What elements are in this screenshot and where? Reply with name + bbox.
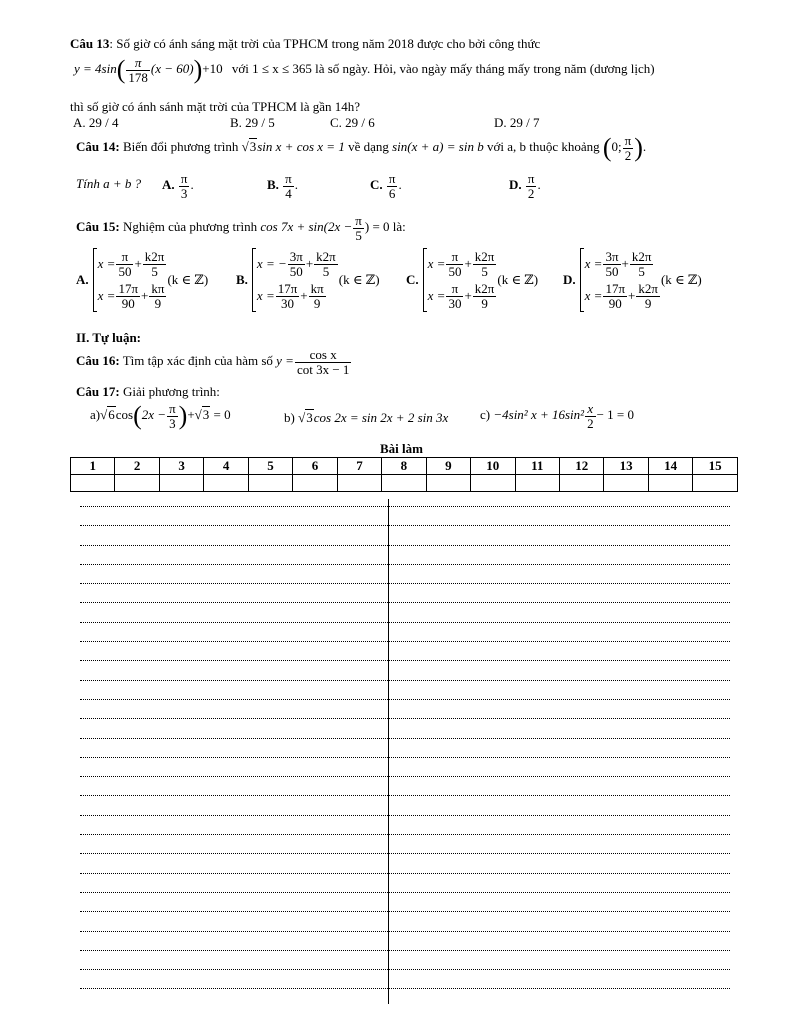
q13-formula-y: y = 4sin xyxy=(74,61,117,77)
answer-col-header: 3 xyxy=(159,458,203,475)
answer-cell[interactable] xyxy=(382,475,426,492)
answer-col-header: 15 xyxy=(693,458,738,475)
writing-line xyxy=(80,757,730,758)
writing-line xyxy=(80,602,730,603)
q14-opt-a: A. $\frac{\pi}{3}$ . xyxy=(162,171,194,201)
answer-heading: Bài làm xyxy=(380,441,423,456)
q13-formula: y = 4sin( $\frac{\pi}{178}$ (x − 60))+10 với 1 ≤ x ≤ 365 là số ngày. Hỏi, vào ngày mấy tháng mấy trong năm (dương lịch) xyxy=(74,55,655,85)
answer-col-header: 14 xyxy=(648,458,692,475)
answer-cell[interactable] xyxy=(204,475,248,492)
answer-col-header: 12 xyxy=(559,458,603,475)
q14-line1: Câu 14: Biến đổi phương trình √3sin x + cos x = 1 về dạng sin(x + a) = sin b với a, b thuộc khoảng (0; $\frac{\pi}{2}$ ). xyxy=(76,133,647,163)
writing-line xyxy=(80,795,730,796)
answer-cell[interactable] xyxy=(248,475,292,492)
q13-text1: : Số giờ có ánh sáng mặt trời của TPHCM trong năm 2018 được cho bởi công thức xyxy=(109,36,541,51)
q17-line1: Câu 17: Giải phương trình: xyxy=(76,384,220,399)
writing-line xyxy=(80,873,730,874)
writing-line xyxy=(80,815,730,816)
q13-frac: $\frac{\pi}{178}$ xyxy=(128,55,148,85)
q13-opt-b: B. 29 / 5 xyxy=(230,115,275,130)
writing-line xyxy=(80,506,730,507)
q15-line1: Câu 15: Nghiệm của phương trình cos 7x + sin(2x − $\frac{\pi}{5}$ ) = 0 là: xyxy=(76,213,406,243)
q14-label: Câu 14: xyxy=(76,139,120,155)
answer-col-header: 10 xyxy=(471,458,515,475)
writing-line xyxy=(80,564,730,565)
q15-opt-c: C. x = $\frac{\pi}{50}$ + $\frac{k2\pi}{5}$ x = $\frac{\pi}{30}$ + $\frac{k2\pi}{9}$ (k ∈ ℤ) xyxy=(406,248,539,311)
answer-col-header: 13 xyxy=(604,458,648,475)
q14-sqrt: √3 xyxy=(241,139,257,155)
answer-col-header: 8 xyxy=(382,458,426,475)
writing-line xyxy=(80,988,730,989)
writing-line xyxy=(80,911,730,912)
q17-label: Câu 17: xyxy=(76,384,120,399)
writing-line xyxy=(80,834,730,835)
q13-opt-d: D. 29 / 7 xyxy=(494,115,540,130)
q17-part-c: c) −4sin² x + 16sin² $\frac{x}{2}$ − 1 = 0 xyxy=(480,401,634,431)
q13-label: Câu 13 xyxy=(70,36,110,51)
answer-table-row xyxy=(71,475,738,492)
answer-cell[interactable] xyxy=(648,475,692,492)
answer-col-header: 9 xyxy=(426,458,470,475)
writing-line xyxy=(80,738,730,739)
answer-col-header: 11 xyxy=(515,458,559,475)
answer-col-header: 6 xyxy=(293,458,337,475)
q13-text3: thì số giờ có ánh sánh mặt trời của TPHCM là gần 14h? xyxy=(70,99,361,114)
q13-text2: với 1 ≤ x ≤ 365 là số ngày. Hỏi, vào ngày mấy tháng mấy trong năm (dương lịch) xyxy=(231,61,655,77)
writing-line xyxy=(80,950,730,951)
q16-label: Câu 16: xyxy=(76,353,120,369)
q16-line: Câu 16: Tìm tập xác định của hàm số y = $\frac{\text{cos x}}{\cot 3x - 1}$ xyxy=(76,347,350,377)
answer-cell[interactable] xyxy=(159,475,203,492)
answer-col-header: 2 xyxy=(115,458,159,475)
writing-line xyxy=(80,545,730,546)
q13-opt-a: A. 29 / 4 xyxy=(73,115,119,130)
answer-cell[interactable] xyxy=(471,475,515,492)
answer-cell[interactable] xyxy=(115,475,159,492)
writing-line xyxy=(80,892,730,893)
writing-line xyxy=(80,680,730,681)
q14-opt-d: D. $\frac{\pi}{2}$ . xyxy=(509,171,541,201)
q15-label: Câu 15: xyxy=(76,219,120,235)
q13-opt-c: C. 29 / 6 xyxy=(330,115,375,130)
answer-cell[interactable] xyxy=(604,475,648,492)
writing-line xyxy=(80,622,730,623)
section-essay-title: II. Tự luận: xyxy=(76,330,142,345)
answer-col-header: 7 xyxy=(337,458,381,475)
answer-cell[interactable] xyxy=(426,475,470,492)
answer-cell[interactable] xyxy=(693,475,738,492)
writing-line xyxy=(80,931,730,932)
q15-opt-b: B. x = − $\frac{3\pi}{50}$ + $\frac{k2\pi}{5}$ x = $\frac{17\pi}{30}$ + $\frac{k\pi}{9}$ (k ∈ ℤ) xyxy=(236,248,380,311)
writing-line xyxy=(80,718,730,719)
answer-table xyxy=(70,457,738,492)
q15-opt-d: D. x = $\frac{3\pi}{50}$ + $\frac{k2\pi}{5}$ x = $\frac{17\pi}{90}$ + $\frac{k2\pi}{9}$ (k ∈ ℤ) xyxy=(563,248,702,311)
q14-opt-b: B. $\frac{\pi}{4}$ . xyxy=(267,171,298,201)
q14-opt-c: C. $\frac{\pi}{6}$ . xyxy=(370,171,402,201)
q14-tinh: Tính a + b ? xyxy=(76,176,142,191)
q17-part-b: b) √3cos 2x = sin 2x + 2 sin 3x xyxy=(284,410,449,425)
writing-line xyxy=(80,583,730,584)
answer-col-header: 4 xyxy=(204,458,248,475)
answer-col-header: 5 xyxy=(248,458,292,475)
q13-line1 xyxy=(70,36,540,52)
writing-line xyxy=(80,853,730,854)
q15-opt-a: A. x = $\frac{\pi}{50}$ + $\frac{k2\pi}{5}$ x = $\frac{17\pi}{90}$ + $\frac{k\pi}{9}$ (k ∈ ℤ) xyxy=(76,248,209,311)
writing-area-divider xyxy=(388,499,389,1004)
writing-line xyxy=(80,699,730,700)
answer-table-header-row xyxy=(71,458,738,475)
writing-line xyxy=(80,969,730,970)
answer-cell[interactable] xyxy=(515,475,559,492)
answer-col-header: 1 xyxy=(71,458,115,475)
answer-cell[interactable] xyxy=(71,475,115,492)
writing-line xyxy=(80,660,730,661)
writing-line xyxy=(80,641,730,642)
answer-cell[interactable] xyxy=(293,475,337,492)
writing-line xyxy=(80,525,730,526)
answer-cell[interactable] xyxy=(337,475,381,492)
answer-cell[interactable] xyxy=(559,475,603,492)
writing-line xyxy=(80,776,730,777)
q17-part-a: a)√6cos(2x − $\frac{\pi}{3}$ )+√3 = 0 xyxy=(90,401,231,431)
